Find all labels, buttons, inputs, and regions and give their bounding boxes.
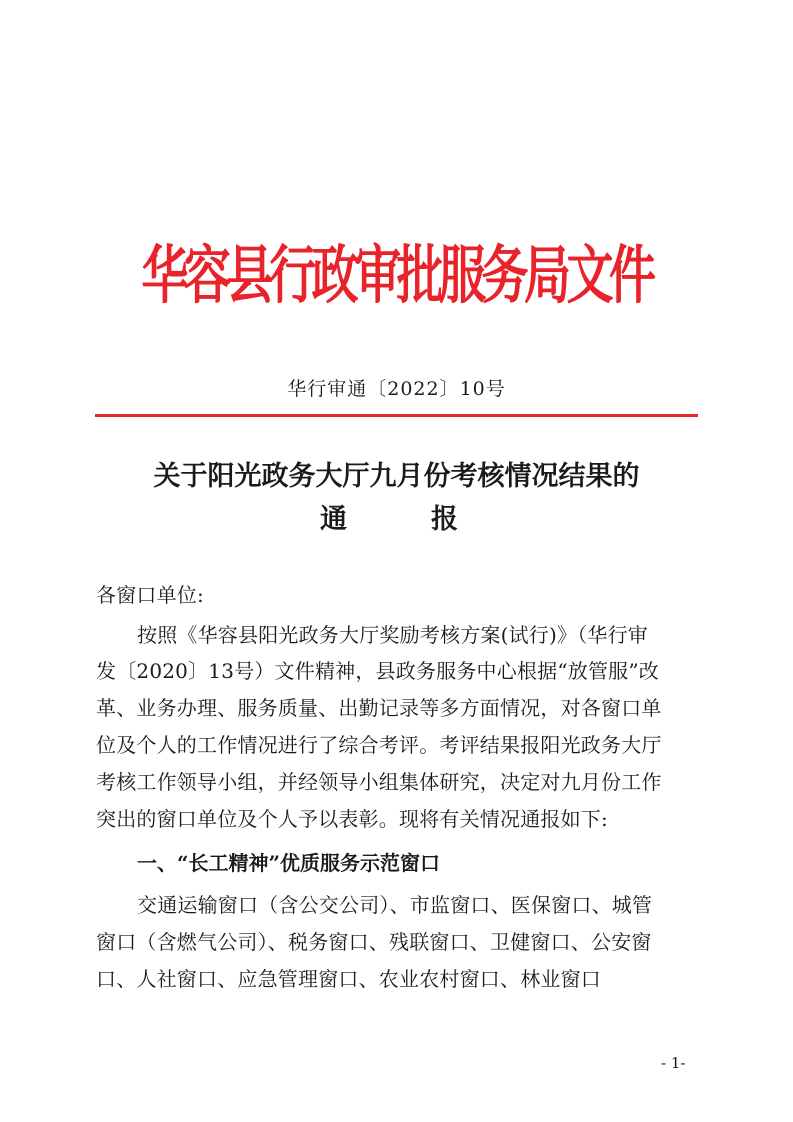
section-line: 窗口（含燃气公司）、税务窗口、残联窗口、卫健窗口、公安窗 bbox=[96, 930, 652, 954]
notice-title-line2 bbox=[320, 501, 480, 539]
paragraph-line: 位及个人的工作情况进行了综合考评。考评结果报阳光政务大厅 bbox=[96, 733, 662, 757]
paragraph-line: 突出的窗口单位及个人予以表彰。现将有关情况通报如下: bbox=[96, 807, 608, 831]
paragraph-line: 发〔2020〕13号）文件精神，县政务服务中心根据“放管服”改 bbox=[96, 659, 659, 683]
paragraph-line: 按照《华容县阳光政务大厅奖励考核方案(试行)》（华行审 bbox=[137, 623, 649, 647]
notice-title-char-2: 报 bbox=[431, 504, 458, 535]
page-number: - 1- bbox=[661, 1054, 686, 1072]
paragraph-line: 革、业务办理、服务质量、出勤记录等多方面情况，对各窗口单 bbox=[96, 696, 662, 720]
paragraph-line: 考核工作领导小组，并经领导小组集体研究，决定对九月份工作 bbox=[96, 770, 662, 794]
notice-title-line1: 关于阳光政务大厅九月份考核情况结果的 bbox=[153, 461, 640, 492]
section-line: 交通运输窗口（含公交公司）、市监窗口、医保窗口、城管 bbox=[137, 893, 653, 917]
document-header-title: 华容县行政审批服务局文件 bbox=[141, 239, 652, 314]
section-line: 口、人社窗口、应急管理窗口、农业农村窗口、林业窗口 bbox=[96, 967, 601, 991]
red-divider-line bbox=[95, 414, 698, 417]
document-number: 华行审通〔2022〕10号 bbox=[287, 378, 506, 400]
notice-title-char-1: 通 bbox=[320, 504, 347, 535]
salutation: 各窗口单位: bbox=[96, 583, 204, 607]
section-heading: 一、“长工精神”优质服务示范窗口 bbox=[137, 851, 441, 875]
